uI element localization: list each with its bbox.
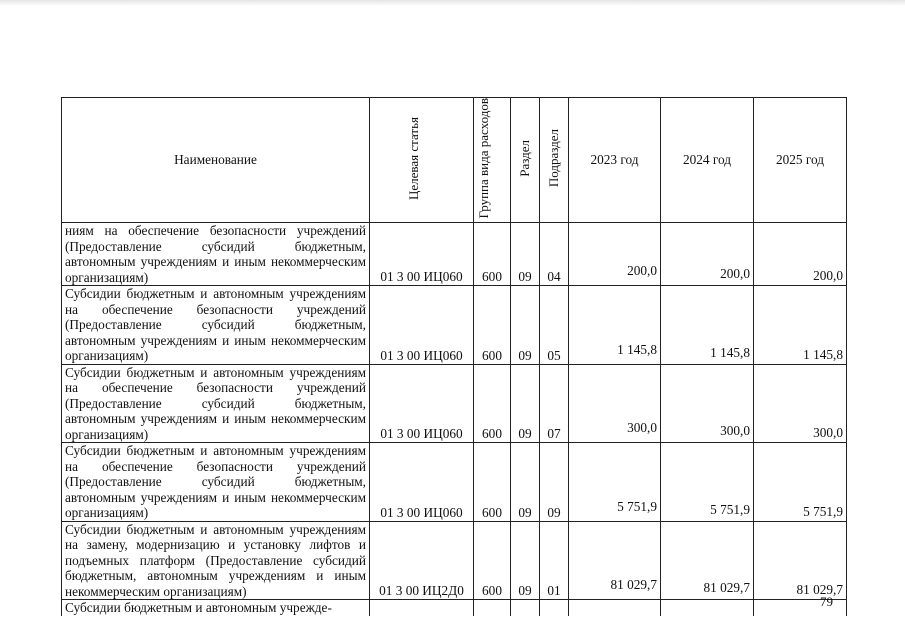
row-name: Субсидии бюджетным и автономным учреждениям на обеспечение безопасности учреждений (Предоставление субсидий бюджетным, автономным учреждениям и иным некоммерческим организациям) (62, 364, 370, 443)
row-subsection: 04 (540, 223, 569, 286)
row-target-article (370, 600, 474, 617)
header-row (62, 98, 847, 223)
row-value-2023: 5 751,9 (569, 443, 661, 522)
row-value-2024: 5 751,9 (661, 443, 754, 522)
row-subsection (540, 600, 569, 617)
row-section: 09 (511, 286, 540, 365)
row-name: Субсидии бюджетным и автономным учреждениям на замену, модернизацию и установку лифтов и подъемных платформ (Предоставление субсидий бюджетным, автономным учреждениям и иным некоммерческим организациям) (62, 521, 370, 600)
row-target-article: 01 3 00 ИЦ060 (370, 223, 474, 286)
header-subsection: Подраздел (540, 98, 569, 223)
row-value-2024: 300,0 (661, 364, 754, 443)
row-value-2023: 300,0 (569, 364, 661, 443)
row-value-2023 (569, 600, 661, 617)
row-expense-group: 600 (474, 521, 511, 600)
row-expense-group (474, 600, 511, 617)
budget-table (61, 97, 847, 616)
header-2025: 2025 год (754, 98, 847, 223)
row-value-2023: 200,0 (569, 223, 661, 286)
row-value-2025: 1 145,8 (754, 286, 847, 365)
row-value-2025: 5 751,9 (754, 443, 847, 522)
header-2023: 2023 год (569, 98, 661, 223)
table-row (62, 521, 847, 600)
header-2024: 2024 год (661, 98, 754, 223)
row-target-article: 01 3 00 ИЦ060 (370, 364, 474, 443)
header-target-article: Целевая статья (370, 98, 474, 223)
scan-top-edge (0, 0, 905, 6)
row-expense-group: 600 (474, 286, 511, 365)
row-expense-group: 600 (474, 223, 511, 286)
row-expense-group: 600 (474, 364, 511, 443)
row-value-2023: 1 145,8 (569, 286, 661, 365)
row-name: Субсидии бюджетным и автономным учреждениям на обеспечение безопасности учреждений (Предоставление субсидий бюджетным, автономным учреждениям и иным некоммерческим организациям) (62, 443, 370, 522)
row-subsection: 07 (540, 364, 569, 443)
row-subsection: 01 (540, 521, 569, 600)
row-target-article: 01 3 00 ИЦ060 (370, 443, 474, 522)
table-row-continued (62, 600, 847, 617)
header-section: Раздел (511, 98, 540, 223)
row-value-2024: 81 029,7 (661, 521, 754, 600)
row-subsection: 09 (540, 443, 569, 522)
row-subsection: 05 (540, 286, 569, 365)
row-expense-group: 600 (474, 443, 511, 522)
row-value-2024 (661, 600, 754, 617)
row-section: 09 (511, 521, 540, 600)
table-row (62, 443, 847, 522)
row-section (511, 600, 540, 617)
row-value-2025: 81 029,7 (754, 521, 847, 600)
row-section: 09 (511, 223, 540, 286)
row-value-2025: 300,0 (754, 364, 847, 443)
table-row (62, 364, 847, 443)
table-row (62, 223, 847, 286)
table-row (62, 286, 847, 365)
row-section: 09 (511, 364, 540, 443)
row-value-2025: 200,0 (754, 223, 847, 286)
row-value-2024: 1 145,8 (661, 286, 754, 365)
header-expense-group: Группа вида расходов (474, 98, 511, 223)
row-section: 09 (511, 443, 540, 522)
row-target-article: 01 3 00 ИЦ2Д0 (370, 521, 474, 600)
row-value-2023: 81 029,7 (569, 521, 661, 600)
row-name: ниям на обеспечение безопасности учреждений (Предоставление субсидий бюджетным, автономным учреждениям и иным некоммерческим организациям) (62, 223, 370, 286)
row-value-2024: 200,0 (661, 223, 754, 286)
header-name: Наименование (62, 98, 370, 223)
row-name: Субсидии бюджетным и автономным учрежде- (62, 600, 370, 617)
page-number: 79 (820, 594, 833, 609)
row-name: Субсидии бюджетным и автономным учреждениям на обеспечение безопасности учреждений (Предоставление субсидий бюджетным, автономным учреждениям и иным некоммерческим организациям) (62, 286, 370, 365)
row-target-article: 01 3 00 ИЦ060 (370, 286, 474, 365)
